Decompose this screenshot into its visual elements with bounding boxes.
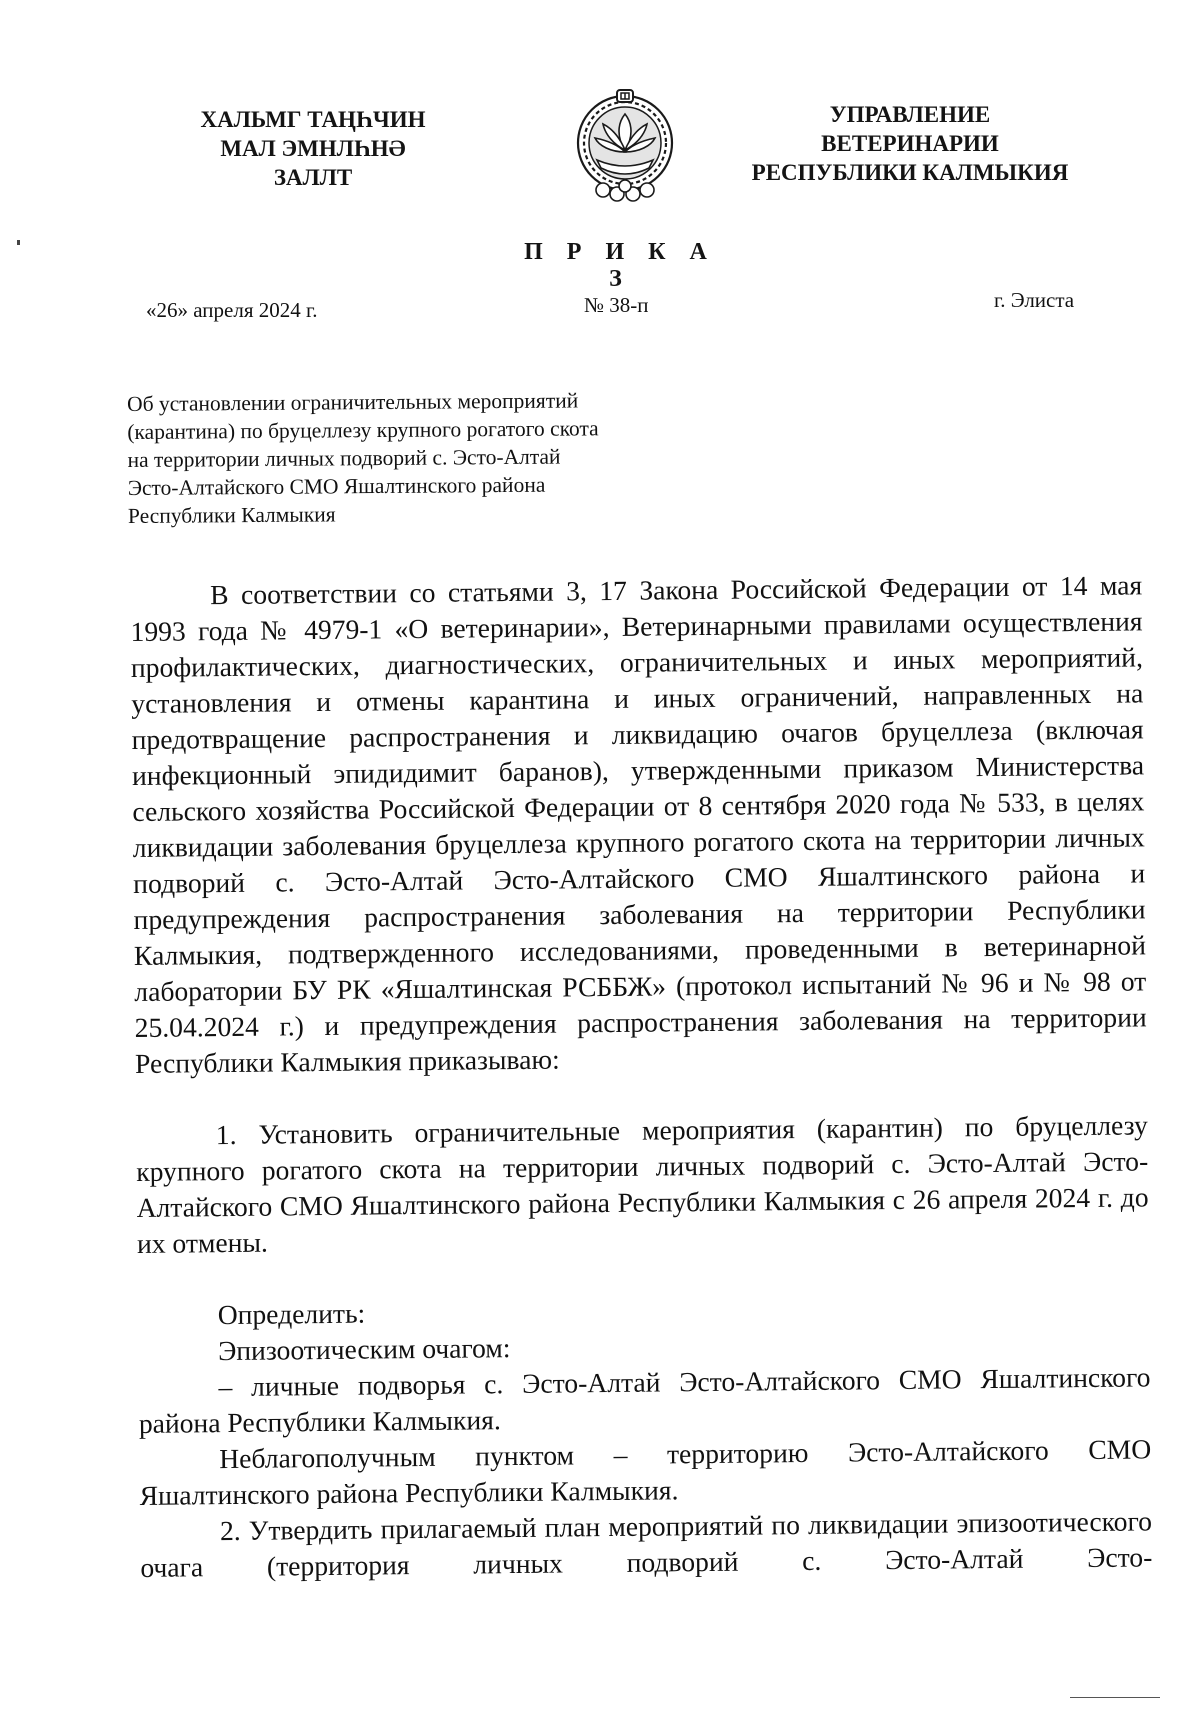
- item-1-paragraph: 1. Установить ограничительные мероприятия (карантин) по бруцеллезу крупного рогатого скота на территории личных подворий с. Эсто-Алтай Эсто-Алтайского СМО Яшалтинского района Республики Калмыкия с 26 апреля 2024 г. до их отмены.: [136, 1109, 1149, 1259]
- scan-artifact: [17, 240, 20, 245]
- document-number: № 38-п: [584, 293, 649, 317]
- document-type-title: П Р И К А З: [524, 239, 716, 292]
- header-right-line: ВЕТЕРИНАРИИ: [821, 131, 999, 156]
- header-left-line: МАЛ ЭМНЛҺНӘ: [220, 136, 406, 161]
- unfavorable-point-paragraph: Неблагополучным пунктом – территорию Эсто-Алтайского СМО Яшалтинского района Республики Калмыкия.: [139, 1433, 1152, 1511]
- header-left-line: ХАЛЬМГ ТАҢҺЧИН: [200, 107, 426, 132]
- document-body: [130, 567, 1153, 1586]
- coat-of-arms-emblem-icon: [567, 86, 683, 204]
- document-date: «26» апреля 2024 г.: [146, 298, 318, 322]
- epizootic-focus-text: – личные подворья с. Эсто-Алтай Эсто-Алтайского СМО Яшалтинского района Республики Калмыкия.: [138, 1361, 1151, 1439]
- item-2-paragraph: 2. Утвердить прилагаемый план мероприятий по ликвидации эпизоотического очага (территория личных подворий с. Эсто-Алтай Эсто-: [140, 1505, 1153, 1583]
- document-city: г. Элиста: [994, 288, 1075, 312]
- define-heading: Определить:: [217, 1297, 366, 1331]
- header-right-russian: [725, 100, 1095, 187]
- subject-line: Об установлении ограничительных мероприятий: [127, 388, 579, 416]
- document-subject: [127, 386, 688, 530]
- subject-line: Эсто-Алтайского СМО Яшалтинского района: [127, 472, 546, 500]
- subject-line: на территории личных подворий с. Эсто-Алтай: [127, 444, 561, 472]
- header-right-line: УПРАВЛЕНИЕ: [829, 102, 991, 127]
- subject-line: (карантина) по бруцеллезу крупного рогатого скота: [127, 416, 599, 444]
- epizootic-focus-label: Эпизоотическим очагом:: [217, 1332, 511, 1367]
- footer-rule: [1070, 1697, 1160, 1698]
- preamble-paragraph: В соответствии со статьями 3, 17 Закона Российской Федерации от 14 мая 1993 года № 4979-1 «О ветеринарии», Ветеринарными правилами осуществления профилактических, диагностических, ограничительных и иных мероприятий, установления и отмены карантина и иных ограничений, направленных на предотвращение распространения и ликвидацию очагов бруцеллеза (включая инфекционный эпидидимит баранов), утвержденными приказом Министерства сельского хозяйства Российской Федерации от 8 сентября 2020 года № 533, в целях ликвидации заболевания бруцеллеза крупного рогатого скота на территории личных подворий с. Эсто-Алтай Эсто-Алтайского СМО Яшалтинского района и предупреждения распространения заболевания на территории Республики Калмыкия, подтвержденного исследованиями, проведенными в ветеринарной лаборатории БУ РК «Яшалтинская РСББЖ» (протокол испытаний № 96 и № 98 от 25.04.2024 г.) и предупреждения распространения заболевания на территории Республики Калмыкия приказываю:: [130, 569, 1147, 1079]
- header-left-line: ЗАЛЛТ: [273, 165, 353, 190]
- header-right-line: РЕСПУБЛИКИ КАЛМЫКИЯ: [751, 160, 1069, 185]
- subject-line: Республики Калмыкия: [127, 502, 336, 528]
- header-left-kalmyk: [178, 105, 448, 192]
